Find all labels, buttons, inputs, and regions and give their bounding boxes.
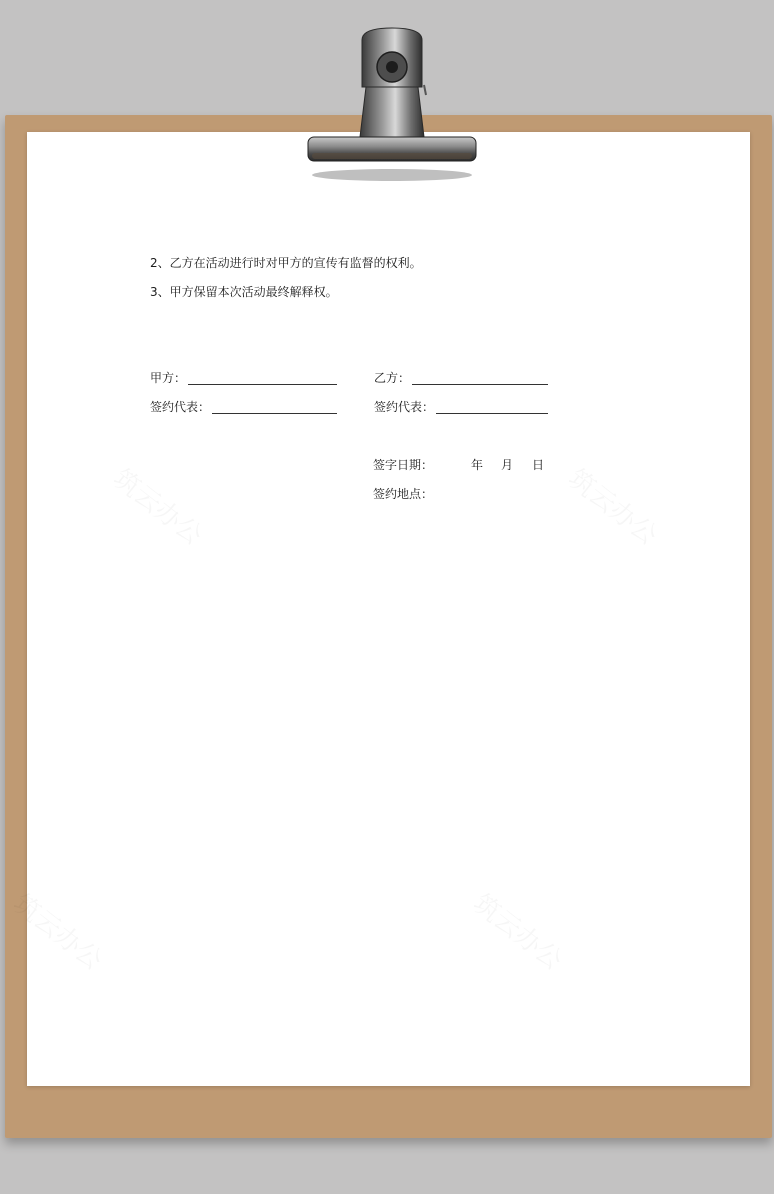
clipboard-board [5, 115, 772, 1138]
party-b-label: 乙方： [374, 371, 411, 385]
date-day-label: 日 [532, 458, 545, 472]
watermark [467, 884, 572, 977]
party-a-representative-line [212, 413, 337, 414]
party-a-representative-label: 签约代表： [150, 400, 211, 414]
party-b-representative-line [436, 413, 548, 414]
date-year-label: 年 [471, 458, 484, 472]
watermark [107, 459, 212, 552]
term-item-3: 3、甲方保留本次活动最终解释权。 [150, 285, 338, 299]
party-b-representative-label: 签约代表： [374, 400, 435, 414]
document-page [27, 132, 750, 1086]
watermark [562, 459, 667, 552]
term-item-2: 2、乙方在活动进行时对甲方的宣传有监督的权利。 [150, 256, 422, 270]
party-a-signature-line [188, 384, 337, 385]
sign-date-label: 签字日期： [373, 458, 434, 472]
party-a-label: 甲方： [150, 371, 187, 385]
binder-clip-icon [300, 25, 480, 185]
sign-place-label: 签约地点： [373, 487, 434, 501]
watermark [7, 884, 112, 977]
date-month-label: 月 [501, 458, 514, 472]
party-b-signature-line [412, 384, 548, 385]
